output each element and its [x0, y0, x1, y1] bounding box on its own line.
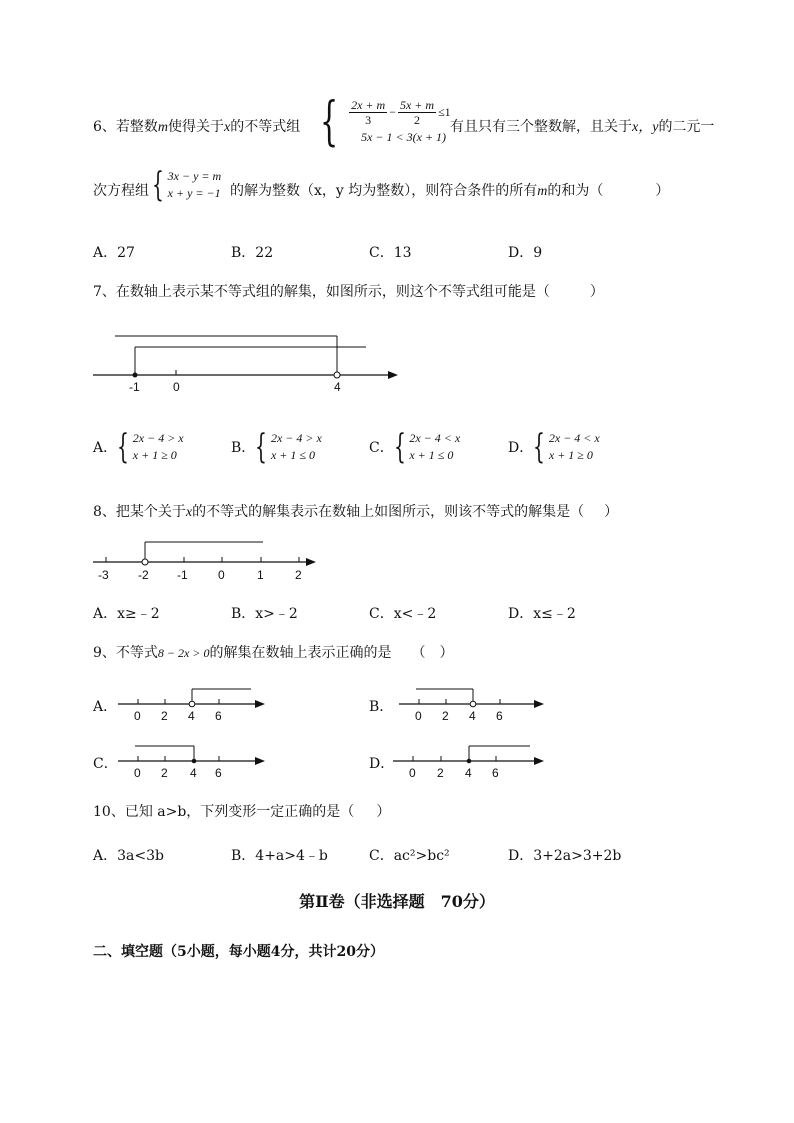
q6-var-m2: m	[537, 184, 548, 199]
q9-option-d-label[interactable]: D．	[369, 756, 395, 772]
q9c-axis-arrow	[255, 757, 265, 765]
q7-label-4: 4	[334, 380, 341, 394]
part2-title: 二、填空题（5小题，每小题4分，共计20分）	[93, 944, 384, 960]
q7-option-a[interactable]	[93, 427, 184, 467]
q7-option-c-brace: {	[393, 427, 406, 467]
q9c-label-4: 4	[190, 766, 197, 780]
q7-stem	[93, 283, 604, 301]
q6-equation-system	[152, 165, 222, 205]
q9a-label-0: 0	[134, 709, 141, 723]
q9-stem	[93, 644, 453, 662]
q7-option-b-line2: x + 1 ≤ 0	[270, 448, 315, 462]
q6-frac1-den: 3	[365, 112, 372, 127]
q6-vars-xy: x，y	[632, 120, 659, 135]
q8-label-neg3: -3	[98, 568, 109, 582]
q7-option-a-line1: 2x − 4 > x	[132, 431, 184, 445]
q8-option-d[interactable]: D．x≤﹣2	[508, 606, 576, 622]
q6-option-d[interactable]: D．9	[508, 245, 543, 261]
q6-line1	[93, 118, 300, 137]
q6-ineq2: 5x − 1 < 3(x + 1)	[361, 129, 447, 144]
q9-option-b-label[interactable]: B．	[369, 699, 394, 715]
q8-var-x: x	[185, 505, 193, 520]
q9a-label-4: 4	[188, 709, 195, 723]
q9a-label-6: 6	[215, 709, 222, 723]
q10-stem	[93, 803, 390, 821]
q9c-closed-point	[192, 759, 197, 764]
q6-text-h: 的和为（	[547, 183, 604, 199]
q10-option-d[interactable]: D．3+2a>3+2b	[508, 848, 622, 864]
q9-option-d-number-line[interactable]	[390, 741, 550, 781]
q9-option-c-label[interactable]: C．	[93, 756, 118, 772]
q9d-axis-arrow	[534, 757, 544, 765]
q7-close: ）	[589, 284, 604, 300]
q8-label-1: 1	[257, 568, 264, 582]
q7-option-a-line2: x + 1 ≥ 0	[132, 448, 177, 462]
q8-number-line	[90, 536, 330, 582]
q7-closed-point	[133, 373, 138, 378]
q8-label-neg2: -2	[138, 568, 149, 582]
q7-open-point	[334, 372, 340, 378]
q7-option-c-label: C．	[369, 440, 394, 456]
q6-option-b[interactable]: B．22	[231, 245, 274, 261]
q9c-label-0: 0	[134, 766, 141, 780]
q6-minus: −	[389, 105, 396, 119]
q7-number-line	[90, 330, 410, 396]
q8-label-neg1: -1	[177, 568, 188, 582]
q6-frac2-num: 5x + m	[399, 97, 435, 112]
q7-option-c-line1: 2x − 4 < x	[409, 431, 461, 445]
q9c-label-6: 6	[215, 766, 222, 780]
q6-frac2-den: 2	[414, 112, 421, 127]
q8-axis-arrow	[306, 558, 316, 566]
q6-eq-brace: {	[152, 165, 164, 205]
q7-label-neg1: -1	[129, 380, 140, 394]
q7-option-b-label: B．	[231, 440, 256, 456]
q6-inequality-system	[320, 92, 451, 152]
q9a-open-point	[189, 701, 195, 707]
q7-option-c-line2: x + 1 ≤ 0	[409, 448, 454, 462]
q9-option-c-number-line[interactable]	[115, 741, 275, 781]
q8-label-0: 0	[218, 568, 225, 582]
q9d-closed-point	[467, 759, 472, 764]
q6-text-e: 的二元一	[658, 119, 715, 135]
q9c-label-2: 2	[161, 766, 168, 780]
q6-text-c: 的不等式组	[230, 119, 301, 135]
q9b-open-point	[470, 701, 476, 707]
section-title: 第Ⅱ卷（非选择题 70分）	[299, 892, 495, 911]
q6-brace: {	[320, 92, 339, 152]
q9d-label-0: 0	[409, 766, 416, 780]
q7-option-a-brace: {	[117, 427, 130, 467]
q7-option-c[interactable]	[369, 427, 461, 467]
q9-option-a-number-line[interactable]	[115, 684, 275, 724]
q6-text-f: 次方程组	[93, 183, 149, 199]
q9-option-a-label[interactable]: A．	[93, 699, 118, 715]
q9-text-b: 的解集在数轴上表示正确的是	[209, 645, 392, 661]
q8-option-a[interactable]: A．x≥﹣2	[93, 606, 160, 622]
q6-rel: ≤1	[438, 105, 451, 119]
q7-text: 7、在数轴上表示某不等式组的解集，如图所示，则这个不等式组可能是（	[93, 284, 550, 300]
q8-text-a: 8、把某个关于	[93, 504, 186, 520]
q9a-label-2: 2	[161, 709, 168, 723]
q7-option-b-brace: {	[255, 427, 268, 467]
q8-close: ）	[604, 504, 619, 520]
q10-close: ）	[376, 804, 391, 820]
q9-option-b-number-line[interactable]	[396, 684, 556, 724]
q6-option-a[interactable]: A．27	[93, 245, 135, 261]
q7-option-d-brace: {	[533, 427, 546, 467]
q8-option-c[interactable]: C．x<﹣2	[369, 606, 437, 622]
q7-option-d-label: D．	[508, 440, 534, 456]
q10-option-a[interactable]: A．3a<3b	[93, 848, 164, 864]
q6-frac1-num: 2x + m	[351, 97, 386, 112]
q7-option-d-line1: 2x − 4 < x	[548, 431, 600, 445]
q8-text-b: 的不等式的解集表示在数轴上如图所示，则该不等式的解集是（	[192, 504, 585, 520]
q10-option-b[interactable]: B．4+a>4﹣b	[231, 848, 328, 864]
q9-paren: （ ）	[411, 645, 454, 661]
q6-text-g: 的解为整数（x，y 均为整数），则符合条件的所有	[230, 183, 538, 199]
q6-var-m: m	[157, 120, 169, 135]
q9b-label-6: 6	[496, 709, 503, 723]
q10-option-c[interactable]: C．ac²>bc²	[369, 848, 450, 864]
q8-open-point	[142, 559, 148, 565]
q6-eq2: x + y = −1	[167, 186, 221, 200]
q9b-axis-arrow	[534, 700, 544, 708]
q9-text-a: 9、不等式	[93, 645, 158, 661]
q9b-label-2: 2	[442, 709, 449, 723]
q6-line2-tail	[230, 182, 669, 201]
q6-text-i: ）	[655, 183, 670, 199]
q7-option-a-label: A．	[93, 440, 118, 456]
q7-option-d[interactable]	[508, 427, 600, 467]
q6-text-b: 使得关于	[168, 119, 225, 135]
q7-axis-arrow	[388, 371, 398, 379]
q6-text-a: 6、若整数	[93, 119, 158, 135]
q6-eq1: 3x − y = m	[167, 169, 222, 183]
q9d-label-2: 2	[437, 766, 444, 780]
q6-option-c[interactable]: C．13	[369, 245, 412, 261]
q9b-label-0: 0	[415, 709, 422, 723]
q6-text-d: 有且只有三个整数解，且关于	[450, 119, 632, 135]
q10-text: 10、已知 a>b，下列变形一定正确的是（	[93, 804, 355, 820]
q7-option-b-line1: 2x − 4 > x	[270, 431, 322, 445]
q9-expr: 8 − 2x > 0	[157, 646, 210, 660]
q7-option-b[interactable]	[231, 427, 322, 467]
q9a-axis-arrow	[255, 700, 265, 708]
q9b-label-4: 4	[469, 709, 476, 723]
q8-option-b[interactable]: B．x>﹣2	[231, 606, 298, 622]
q8-stem	[93, 503, 618, 522]
q9d-label-6: 6	[492, 766, 499, 780]
q7-label-0: 0	[173, 380, 180, 394]
q7-option-d-line2: x + 1 ≥ 0	[548, 448, 593, 462]
q6-line1-tail	[450, 118, 714, 137]
q9d-label-4: 4	[465, 766, 472, 780]
q8-label-2: 2	[295, 568, 302, 582]
q6-var-x: x	[224, 120, 231, 135]
